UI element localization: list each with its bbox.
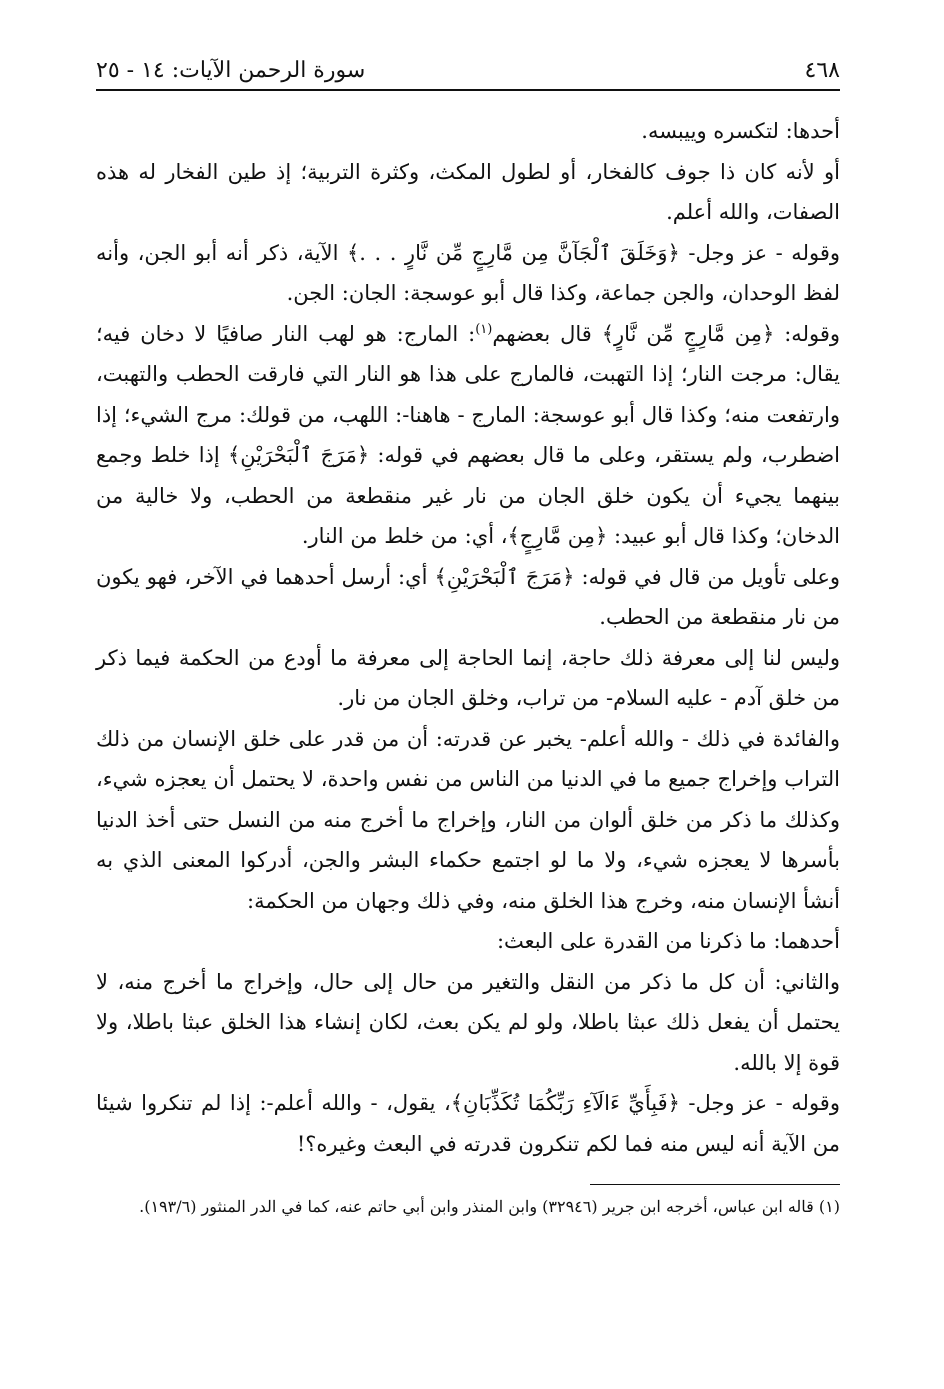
book-page	[96, 58, 840, 1221]
footnote-divider	[590, 1184, 840, 1185]
paragraph: أحدهما: ما ذكرنا من القدرة على البعث:	[496, 929, 840, 953]
paragraph: أحدها: لتكسره وييبسه.	[641, 119, 840, 143]
quran-quote: ﴿وَخَلَقَ ٱلْجَآنَّ مِن مَّارِجٍ مِّن نَّارٍ . . .﴾	[346, 240, 680, 265]
footnote-ref[interactable]: (١)	[475, 321, 493, 337]
quran-quote: ﴿مِن مَّارِجٍ مِّن نَّارٍ﴾	[601, 321, 775, 346]
footnote: (١) قاله ابن عباس، أخرجه ابن جرير (٣٢٩٤٦) وابن المنذر وابن أبي حاتم عنه، كما في الدر المنثور (١٩٣/٦).	[139, 1197, 840, 1216]
paragraph-text: إذا خلط وجمع بينهما يجيء أن يكون خلق الجان من نار غير منقطعة من الحطب، ولا خالية من الدخان؛ وكذا قال أبو عبيد:	[96, 443, 840, 548]
paragraph-text: ، أي: من خلط من النار.	[301, 524, 508, 548]
paragraph-text: : المارج: هو لهب النار صافيًا لا دخان فيه؛ يقال: مرجت النار؛ إذا التهبت، فالمارج على هذا هو النار التي فارقت الحطب والتهبت، وارتفعت منه؛ وكذا قال أبو عوسجة: المارج - هاهنا-: اللهب، من قولك: مرج الشيء؛ إذا اضطرب، ولم يستقر، وعلى ما قال بعضهم في قوله:	[96, 321, 841, 467]
paragraph-text: وقوله - عز وجل-	[679, 1091, 840, 1115]
paragraph-text: أي: أرسل أحدهما في الآخر، فهو يكون من نار منقطعة من الحطب.	[96, 564, 840, 629]
quran-quote: ﴿فَبِأَيِّ ءَالَآءِ رَبِّكُمَا تُكَذِّبَانِ﴾	[450, 1091, 680, 1115]
paragraph: وليس لنا إلى معرفة ذلك حاجة، إنما الحاجة إلى معرفة ما أودع من الحكمة فيما ذكر من خلق آدم - عليه السلام- من تراب، وخلق الجان من نار.	[96, 645, 840, 710]
paragraph: والثاني: أن كل ما ذكر من النقل والتغير من حال إلى حال، وإخراج ما أخرج منه، لا يحتمل أن يفعل ذلك عبثا باطلا، ولو لم يكن بعث، لكان إنشاء هذا الخلق عبثا باطلا، ولا قوة إلا بالله.	[96, 969, 840, 1075]
paragraph: أو لأنه كان ذا جوف كالفخار، أو لطول المكث، وكثرة التربية؛ إذ طين الفخار له هذه الصفات، والله أعلم.	[96, 159, 840, 224]
paragraph-text: الآية، ذكر أنه أبو الجن، وأنه لفظ الوحدان، والجن جماعة، وكذا قال أبو عوسجة: الجان: الجن.	[96, 240, 840, 305]
paragraph	[96, 233, 840, 314]
paragraph-text: قال بعضهم	[492, 321, 602, 346]
quran-quote: ﴿مَرَجَ ٱلْبَحْرَيْنِ﴾	[227, 443, 370, 467]
paragraph	[96, 1083, 840, 1164]
surah-title: سورة الرحمن الآيات: ١٤ - ٢٥	[96, 58, 366, 83]
paragraph-text: ، يقول، - والله أعلم-: إذا لم تنكروا شيئا من الآية أنه ليس منه فما لكم تنكرون قدرته في البعث وغيره؟!	[96, 1091, 840, 1156]
quran-quote: ﴿مِن مَّارِجٍ﴾	[507, 524, 608, 548]
quran-quote: ﴿مَرَجَ ٱلْبَحْرَيْنِ﴾	[434, 564, 575, 589]
footnotes	[96, 1193, 840, 1221]
paragraph: والفائدة في ذلك - والله أعلم- يخبر عن قدرته: أن من قدر على خلق الإنسان من ذلك التراب وإخراج جميع ما في الدنيا من الناس من نفس واحدة، لا يحتمل أن يعجزه شيء، وكذلك ما ذكر من خلق ألوان من النار، وإخراج ما أخرج منه من النسل حتى أخذ الدنيا بأسرها لا يعجزه شيء، ولا ما لو اجتمع حكماء البشر والجن، أدركوا المعنى الذي به أنشأ الإنسان منه، وخرج هذا الخلق منه، وفي ذلك وجهان من الحكمة:	[96, 726, 840, 913]
paragraph-text: وعلى تأويل من قال في قوله:	[574, 564, 840, 589]
paragraph	[96, 557, 840, 638]
paragraph-text: وقوله - عز وجل-	[679, 240, 840, 265]
paragraph-text: وقوله:	[774, 321, 840, 346]
running-header	[96, 58, 840, 91]
main-text	[96, 111, 840, 1164]
paragraph	[96, 314, 840, 557]
page-number: ٤٦٨	[804, 58, 840, 83]
